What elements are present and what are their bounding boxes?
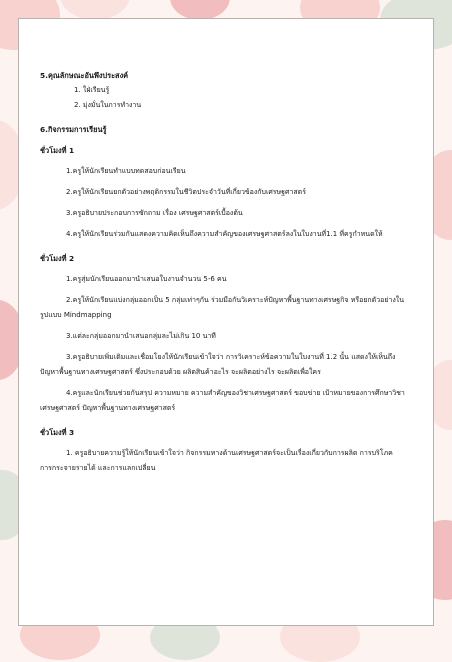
activity-step: 2.ครูให้นักเรียนแบ่งกลุ่มออกเป็น 5 กลุ่มเท่าๆกัน ร่วมมือกันวิเคราะห์ปัญหาพื้นฐานทางเศรษฐกิจ หรือยกตัวอย่างในรูปแบบ Mindmapping (40, 296, 404, 319)
activity-step: 1. ครูอธิบายความรู้ให้นักเรียนเข้าใจว่า กิจกรรมทางด้านเศรษฐศาสตร์จะเป็นเรื่องเกี่ยวกับการผลิต การบริโภค การกระจายรายได้ และการแลกเปลี่ยน (40, 449, 393, 472)
activity-step: 2.ครูให้นักเรียนยกตัวอย่างพฤติกรรมในชีวิตประจำวันที่เกี่ยวข้องกับเศรษฐศาสตร์ (66, 188, 306, 196)
activity-step: 1.ครูสุ่มนักเรียนออกมานำเสนอใบงานจำนวน 5-6 คน (66, 275, 227, 283)
list-item: 1. ใฝ่เรียนรู้ (74, 86, 110, 94)
hour-heading: ชั่วโมงที่ 3 (40, 428, 75, 437)
list-item: 2. มุ่งมั่นในการทำงาน (74, 101, 142, 109)
activity-step: 4.ครูให้นักเรียนร่วมกันแสดงความคิดเห็นถึงความสำคัญของเศรษฐศาสตร์ลงในใบงานที่1.1 ที่ครูกำหนดให้ (66, 230, 383, 238)
activity-step: 1.ครูให้นักเรียนทำแบบทดสอบก่อนเรียน (66, 167, 186, 175)
activity-step: 3.แต่ละกลุ่มออกมานำเสนอกลุ่มละไม่เกิน 10 นาที (66, 332, 216, 340)
activity-step: 3.ครูอธิบายเพิ่มเติมและเชื่อมโยงให้นักเรียนเข้าใจว่า การวิเคราะห์ข้อความในใบงานที่ 1.2 นั้น แสดงให้เห็นถึงปัญหาพื้นฐานทางเศรษฐศาสตร์ ซึ่งประกอบด้วย ผลิตสินค้าอะไร จะผลิตอย่างไร จะผลิตเพื่อใคร (40, 353, 396, 376)
document-body (40, 68, 410, 476)
section-heading: 6.กิจกรรมการเรียนรู้ (40, 125, 107, 134)
activity-step: 4.ครูและนักเรียนช่วยกันสรุป ความหมาย ความสำคัญของวิชาเศรษฐศาสตร์ ขอบข่าย เป้าหมายของการศึกษาวิชาเศรษฐศาสตร์ ปัญหาพื้นฐานทางเศรษฐศาสตร์ (40, 389, 405, 412)
flower-petal (60, 0, 130, 20)
flower-petal (170, 0, 230, 20)
hour-heading: ชั่วโมงที่ 2 (40, 254, 75, 263)
activity-step: 3.ครูอธิบายประกอบการซักถาม เรื่อง เศรษฐศาสตร์เบื้องต้น (66, 209, 243, 217)
hour-heading: ชั่วโมงที่ 1 (40, 146, 75, 155)
section-heading: 5.คุณลักษณะอันพึงประสงค์ (40, 71, 129, 80)
